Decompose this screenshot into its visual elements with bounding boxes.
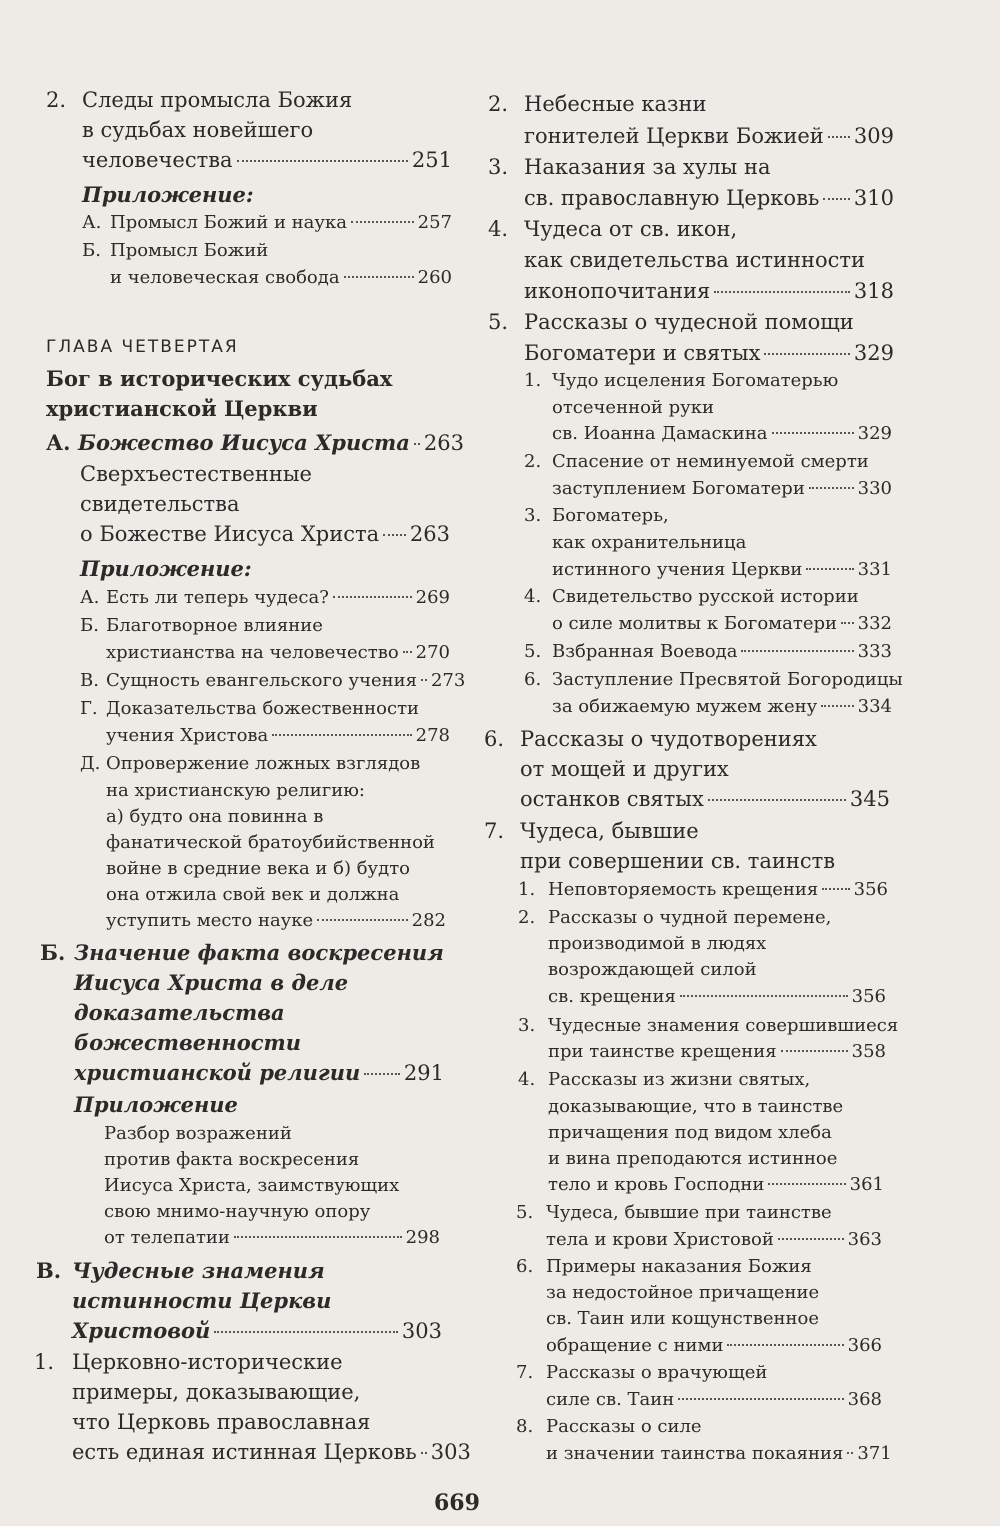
leader-dots: [237, 160, 408, 162]
page-ref: 332: [857, 613, 892, 634]
page-ref: 356: [853, 879, 888, 900]
toc-entry-text: причащения под видом хлеба: [548, 1122, 832, 1143]
toc-number: Д.: [80, 753, 101, 774]
appendix-heading: Приложение:: [80, 556, 252, 581]
leader-dots: [403, 651, 412, 653]
toc-entry: [110, 214, 452, 232]
chapter-label: ГЛАВА ЧЕТВЕРТАЯ: [46, 337, 239, 357]
toc-entry: [548, 988, 886, 1006]
toc-number: 2.: [46, 88, 67, 112]
toc-entry-text: Чудеса, бывшие при таинстве: [546, 1202, 832, 1223]
toc-number: 6.: [524, 669, 542, 690]
toc-number: 6.: [484, 727, 505, 751]
toc-entry-text: а) будто она повинна в: [106, 806, 324, 827]
page-ref: 263: [409, 522, 450, 546]
section-title: Значение факта воскресения: [74, 940, 444, 965]
toc-number: 4.: [518, 1069, 536, 1090]
page-ref: 278: [415, 725, 450, 746]
toc-entry-text: Благотворное влияние: [106, 615, 323, 636]
toc-entry: [548, 1176, 884, 1194]
page-ref: 269: [415, 587, 450, 608]
section-title: доказательства: [74, 1000, 285, 1025]
leader-dots: [841, 622, 854, 624]
toc-entry-text: гонителей Церкви Божией: [524, 124, 824, 148]
toc-entry: [82, 150, 452, 171]
page-ref: 282: [411, 910, 446, 931]
page-ref: 270: [415, 642, 450, 663]
toc-entry-text: при совершении св. таинств: [520, 849, 836, 873]
leader-dots: [351, 221, 414, 223]
toc-entry-text: свою мнимо-научную опору: [104, 1201, 371, 1222]
toc-entry-text: заступлением Богоматери: [552, 478, 805, 499]
toc-entry-text: Богоматерь,: [552, 505, 669, 526]
leader-dots: [344, 276, 414, 278]
toc-entry-text: Промысл Божий: [110, 240, 269, 261]
toc-entry-text: Разбор возражений: [104, 1123, 292, 1144]
toc-entry-text: и человеческая свобода: [110, 267, 340, 288]
leader-dots: [822, 888, 849, 890]
toc-entry-text: и значении таинства покаяния: [546, 1443, 844, 1464]
page-ref: 368: [847, 1389, 882, 1410]
toc-number: Г.: [80, 698, 98, 719]
toc-entry-text: св. Таин или кощунственное: [546, 1308, 819, 1329]
toc-entry: [106, 644, 450, 662]
toc-entry: [552, 615, 892, 633]
toc-entry-text: от мощей и других: [520, 757, 729, 781]
toc-entry: [548, 1043, 886, 1061]
section-title: Иисуса Христа в деле: [74, 970, 349, 995]
toc-entry-text: производимой в людях: [548, 933, 767, 954]
toc-number: 5.: [488, 310, 509, 334]
toc-entry-text: как охранительница: [552, 532, 747, 553]
page-ref: 333: [857, 641, 892, 662]
toc-entry-text: Рассказы о чудесной помощи: [524, 310, 854, 334]
toc-number: 2.: [488, 92, 509, 116]
section-title: истинности Церкви: [72, 1288, 332, 1313]
toc-entry-text: от телепатии: [104, 1227, 230, 1248]
leader-dots: [828, 136, 850, 138]
chapter-title: христианской Церкви: [46, 396, 318, 421]
toc-number: А.: [82, 212, 102, 233]
leader-dots: [741, 650, 853, 652]
leader-dots: [714, 291, 850, 293]
toc-entry-text: тело и кровь Господни: [548, 1174, 765, 1195]
leader-dots: [272, 734, 411, 736]
toc-number: 4.: [488, 217, 509, 241]
leader-dots: [364, 1073, 400, 1075]
toc-entry: [80, 524, 450, 545]
page-ref: 363: [847, 1229, 882, 1250]
toc-entry-text: за обижаемую мужем жену: [552, 696, 818, 717]
toc-entry-text: Чудеса от св. икон,: [524, 217, 738, 241]
page-ref: 291: [403, 1061, 444, 1085]
page-ref: 358: [851, 1041, 886, 1062]
toc-entry-text: примеры, доказывающие,: [72, 1380, 361, 1404]
toc-entry-text: как свидетельства истинности: [524, 248, 865, 272]
toc-entry-text: о силе молитвы к Богоматери: [552, 613, 838, 634]
toc-entry-text: Примеры наказания Божия: [546, 1256, 812, 1277]
page-ref: 356: [851, 986, 886, 1007]
toc-entry-text: Рассказы о чудотворениях: [520, 727, 817, 751]
leader-dots: [821, 705, 853, 707]
toc-entry-text: силе св. Таин: [546, 1389, 675, 1410]
toc-entry-text: останков святых: [520, 787, 704, 811]
toc-entry: [520, 789, 890, 810]
page-ref: 257: [417, 212, 452, 233]
appendix-heading: Приложение: [74, 1092, 238, 1117]
toc-entry: [552, 643, 892, 661]
page-ref: 263: [423, 431, 464, 455]
toc-entry-text: фанатической братоубийственной: [106, 832, 435, 853]
section-title: Христовой: [72, 1318, 211, 1343]
toc-entry-text: Следы промысла Божия: [82, 88, 353, 112]
toc-entry-text: Рассказы о врачующей: [546, 1362, 768, 1383]
page-ref: 330: [857, 478, 892, 499]
leader-dots: [678, 1398, 843, 1400]
toc-number: 1.: [34, 1350, 55, 1374]
toc-entry: [110, 269, 452, 287]
leader-dots: [847, 1452, 853, 1454]
toc-entry-text: есть единая истинная Церковь: [72, 1440, 417, 1464]
toc-entry-text: человечества: [82, 148, 233, 172]
toc-number: 5.: [524, 641, 542, 662]
leader-dots: [727, 1344, 843, 1346]
page-ref: 329: [853, 341, 894, 365]
toc-entry-text: она отжила свой век и должна: [106, 884, 400, 905]
leader-dots: [414, 443, 420, 445]
leader-dots: [214, 1331, 398, 1333]
toc-entry-text: за недостойное причащение: [546, 1282, 820, 1303]
toc-number: 1.: [524, 370, 542, 391]
page-ref: 273: [430, 670, 466, 691]
page-ref: 251: [411, 148, 452, 172]
toc-entry: [524, 126, 894, 147]
toc-entry: [552, 561, 892, 579]
toc-entry-text: в судьбах новейшего: [82, 118, 314, 142]
toc-entry: [546, 1337, 882, 1355]
toc-number: Б.: [82, 240, 101, 261]
section-title: христианской религии: [74, 1060, 361, 1085]
toc-number: А.: [80, 587, 100, 608]
toc-entry-text: иконопочитания: [524, 279, 711, 303]
toc-entry-text: Опровержение ложных взглядов: [106, 753, 421, 774]
leader-dots: [421, 679, 427, 681]
toc-entry-text: Взбранная Воевода: [552, 641, 738, 662]
toc-entry-text: Сверхъестественные: [80, 462, 312, 486]
leader-dots: [823, 198, 850, 200]
toc-entry-text: Богоматери и святых: [524, 341, 761, 365]
page-ref: 371: [857, 1443, 892, 1464]
leader-dots: [781, 1050, 848, 1052]
toc-number: 3.: [518, 1015, 536, 1036]
toc-number: 7.: [484, 819, 505, 843]
page-ref: 260: [417, 267, 452, 288]
toc-entry-text: св. Иоанна Дамаскина: [552, 423, 768, 444]
toc-entry-text: тела и крови Христовой: [546, 1229, 774, 1250]
toc-entry: [552, 698, 892, 716]
toc-entry-text: уступить место науке: [106, 910, 314, 931]
toc-entry: [552, 480, 892, 498]
page-ref: 310: [853, 186, 894, 210]
toc-number: 7.: [516, 1362, 534, 1383]
toc-entry-text: доказывающие, что в таинстве: [548, 1096, 844, 1117]
toc-entry-text: Доказательства божественности: [106, 698, 420, 719]
toc-entry-text: Иисуса Христа, заимствующих: [104, 1175, 400, 1196]
toc-entry-text: св. крещения: [548, 986, 676, 1007]
toc-entry-text: свидетельства: [80, 492, 240, 516]
leader-dots: [809, 487, 854, 489]
toc-entry: [106, 670, 466, 691]
leader-dots: [421, 1452, 427, 1454]
section-letter: В.: [36, 1258, 62, 1283]
toc-entry-text: Чудеса, бывшие: [520, 819, 699, 843]
toc-entry-text: о Божестве Иисуса Христа: [80, 522, 380, 546]
toc-entry-text: Промысл Божий и наука: [110, 212, 347, 233]
toc-entry-text: что Церковь православная: [72, 1410, 371, 1434]
toc-number: В.: [80, 670, 99, 691]
toc-entry: [524, 281, 894, 302]
chapter-title: Бог в исторических судьбах: [46, 366, 393, 391]
toc-entry: [104, 1229, 440, 1247]
toc-entry-text: Сущность евангельского учения: [106, 670, 417, 691]
toc-number: 3.: [488, 155, 509, 179]
toc-entry-text: Неповторяемость крещения: [548, 879, 819, 900]
toc-entry: [546, 1391, 882, 1409]
section-letter: А.: [46, 430, 71, 455]
toc-entry-text: Рассказы из жизни святых,: [548, 1069, 811, 1090]
page-ref: 303: [430, 1440, 471, 1464]
toc-entry: [74, 1062, 444, 1084]
leader-dots: [764, 353, 849, 355]
page-ref: 298: [405, 1227, 440, 1248]
page-ref: 361: [849, 1174, 884, 1195]
toc-number: 4.: [524, 586, 542, 607]
toc-entry-text: возрождающей силой: [548, 959, 757, 980]
page-ref: 303: [401, 1319, 442, 1343]
toc-entry-text: на христианскую религию:: [106, 780, 365, 801]
leader-dots: [768, 1183, 845, 1185]
section-letter: Б.: [40, 940, 66, 965]
toc-entry-text: обращение с ними: [546, 1335, 724, 1356]
leader-dots: [333, 596, 412, 598]
toc-number: 3.: [524, 505, 542, 526]
toc-entry-text: учения Христова: [106, 725, 269, 746]
toc-entry: [72, 1440, 471, 1464]
page-ref: 329: [857, 423, 892, 444]
toc-entry-text: Рассказы о силе: [546, 1416, 702, 1437]
toc-entry: [552, 425, 892, 443]
leader-dots: [806, 568, 853, 570]
toc-entry: [524, 343, 894, 364]
page-ref: 334: [857, 696, 892, 717]
toc-entry: [106, 727, 450, 745]
toc-entry-text: войне в средние века и б) будто: [106, 858, 410, 879]
toc-entry: [72, 1320, 442, 1342]
leader-dots: [680, 995, 848, 997]
page-ref: 366: [847, 1335, 882, 1356]
leader-dots: [383, 534, 406, 536]
toc-entry-text: при таинстве крещения: [548, 1041, 777, 1062]
toc-entry-text: Наказания за хулы на: [524, 155, 771, 179]
toc-number: 2.: [524, 451, 542, 472]
toc-entry: [546, 1231, 882, 1249]
leader-dots: [234, 1236, 402, 1238]
section-title: Чудесные знамения: [72, 1258, 325, 1283]
toc-number: 8.: [516, 1416, 534, 1437]
toc-entry: [106, 912, 446, 930]
page-ref: 331: [857, 559, 892, 580]
toc-entry: [524, 188, 894, 209]
toc-number: 1.: [518, 879, 536, 900]
leader-dots: [778, 1238, 844, 1240]
toc-number: 5.: [516, 1202, 534, 1223]
section-title: божественности: [74, 1030, 302, 1055]
toc-entry-text: и вина преподаются истинное: [548, 1148, 838, 1169]
toc-entry-text: Заступление Пресвятой Богородицы: [552, 669, 903, 690]
leader-dots: [772, 432, 854, 434]
toc-entry-text: христианства на человечество: [106, 642, 399, 663]
toc-entry-text: Спасение от неминуемой смерти: [552, 451, 869, 472]
page-ref: 309: [853, 124, 894, 148]
leader-dots: [708, 799, 846, 801]
toc-entry-text: св. православную Церковь: [524, 186, 820, 210]
toc-entry: [546, 1443, 892, 1464]
toc-number: Б.: [80, 615, 99, 636]
leader-dots: [317, 919, 407, 921]
toc-entry-text: Небесные казни: [524, 92, 707, 116]
page-ref: 318: [853, 279, 894, 303]
toc-entry-text: против факта воскресения: [104, 1149, 360, 1170]
toc-entry-text: Чудо исцеления Богоматерью: [552, 370, 839, 391]
toc-entry: [78, 430, 464, 455]
toc-entry-text: Церковно-исторические: [72, 1350, 343, 1374]
toc-entry: [548, 881, 888, 899]
toc-entry-text: Чудесные знамения совершившиеся: [548, 1015, 899, 1036]
appendix-heading: Приложение:: [82, 182, 254, 207]
toc-entry-text: отсеченной руки: [552, 397, 714, 418]
toc-number: 2.: [518, 907, 536, 928]
toc-entry: [106, 589, 450, 607]
section-title: Божество Иисуса Христа: [78, 430, 410, 455]
page-number: 669: [434, 1490, 480, 1516]
toc-entry-text: истинного учения Церкви: [552, 559, 803, 580]
toc-number: 6.: [516, 1256, 534, 1277]
toc-entry-text: Рассказы о чудной перемене,: [548, 907, 832, 928]
toc-entry-text: Есть ли теперь чудеса?: [106, 587, 329, 608]
toc-entry-text: Свидетельство русской истории: [552, 586, 859, 607]
page-ref: 345: [849, 787, 890, 811]
